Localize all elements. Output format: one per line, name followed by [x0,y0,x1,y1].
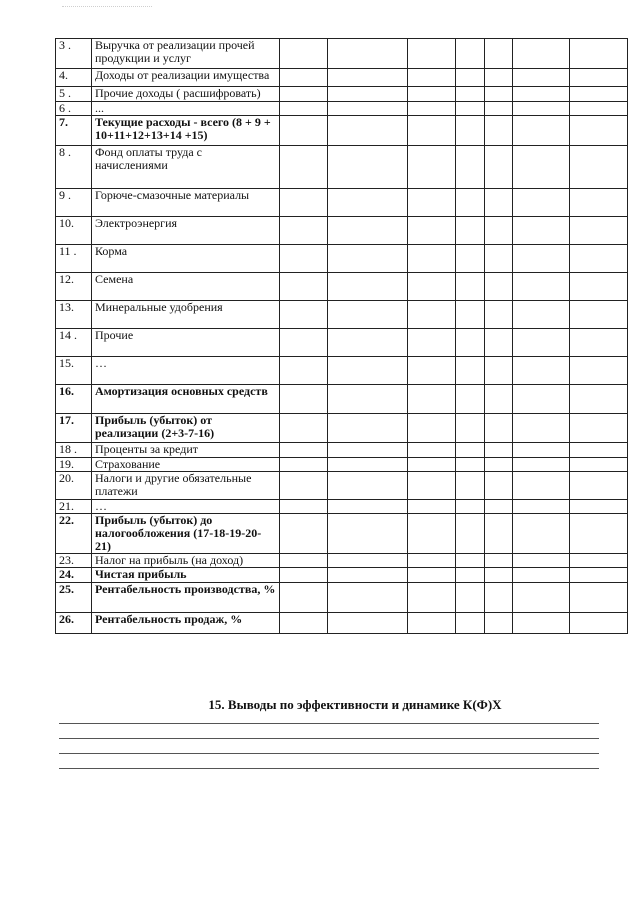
conclusion-line-1 [59,723,599,724]
value-cell[interactable] [485,568,513,583]
value-cell[interactable] [485,613,513,634]
value-cell[interactable] [456,189,485,217]
value-cell[interactable] [280,273,328,301]
value-cell[interactable] [456,613,485,634]
conclusion-line-3 [59,753,599,754]
value-cell[interactable] [456,443,485,458]
table-row [56,39,628,69]
value-cell[interactable] [513,554,570,568]
value-cell[interactable] [513,39,570,69]
value-cell[interactable] [328,87,408,102]
row-label: Рентабельность продаж, % [92,613,280,634]
value-cell[interactable] [485,583,513,613]
row-number: 18 . [56,443,92,458]
value-cell[interactable] [328,102,408,116]
value-cell[interactable] [328,116,408,146]
table-row [56,69,628,87]
value-cell[interactable] [408,414,456,443]
row-label: Страхование [92,458,280,472]
row-number: 21. [56,500,92,514]
value-cell[interactable] [570,357,628,385]
table-row [56,245,628,273]
table-row [56,472,628,500]
row-label: Текущие расходы - всего (8 + 9 + 10+11+12+13+14 +15) [92,116,280,146]
row-number: 9 . [56,189,92,217]
row-label: Доходы от реализации имущества [92,69,280,87]
value-cell[interactable] [408,87,456,102]
row-label: Семена [92,273,280,301]
value-cell[interactable] [280,443,328,458]
value-cell[interactable] [280,301,328,329]
value-cell[interactable] [280,146,328,189]
value-cell[interactable] [328,500,408,514]
value-cell[interactable] [408,39,456,69]
value-cell[interactable] [485,189,513,217]
value-cell[interactable] [513,443,570,458]
value-cell[interactable] [513,385,570,414]
row-number: 12. [56,273,92,301]
value-cell[interactable] [328,414,408,443]
row-number: 13. [56,301,92,329]
table-row [56,443,628,458]
value-cell[interactable] [328,472,408,500]
value-cell[interactable] [513,102,570,116]
table-row [56,385,628,414]
conclusion-line-4 [59,768,599,769]
value-cell[interactable] [513,116,570,146]
value-cell[interactable] [408,217,456,245]
row-label: Горюче-смазочные материалы [92,189,280,217]
value-cell[interactable] [328,301,408,329]
value-cell[interactable] [456,385,485,414]
value-cell[interactable] [328,329,408,357]
value-cell[interactable] [570,472,628,500]
table-row [56,116,628,146]
value-cell[interactable] [570,69,628,87]
table-row [56,102,628,116]
value-cell[interactable] [570,443,628,458]
value-cell[interactable] [280,472,328,500]
value-cell[interactable] [408,116,456,146]
value-cell[interactable] [328,273,408,301]
value-cell[interactable] [408,69,456,87]
value-cell[interactable] [485,329,513,357]
value-cell[interactable] [456,329,485,357]
table-row [56,554,628,568]
value-cell[interactable] [408,613,456,634]
value-cell[interactable] [513,613,570,634]
value-cell[interactable] [485,245,513,273]
value-cell[interactable] [570,189,628,217]
value-cell[interactable] [408,301,456,329]
value-cell[interactable] [456,472,485,500]
value-cell[interactable] [485,443,513,458]
row-number: 5 . [56,87,92,102]
value-cell[interactable] [513,414,570,443]
value-cell[interactable] [513,357,570,385]
value-cell[interactable] [280,189,328,217]
value-cell[interactable] [456,554,485,568]
value-cell[interactable] [485,414,513,443]
value-cell[interactable] [485,500,513,514]
value-cell[interactable] [328,357,408,385]
value-cell[interactable] [456,500,485,514]
value-cell[interactable] [280,357,328,385]
value-cell[interactable] [280,583,328,613]
value-cell[interactable] [456,273,485,301]
value-cell[interactable] [408,245,456,273]
row-label: Прибыль (убыток) до налогообложения (17-18-19-20-21) [92,514,280,554]
value-cell[interactable] [280,329,328,357]
value-cell[interactable] [328,39,408,69]
table-row [56,301,628,329]
value-cell[interactable] [280,554,328,568]
value-cell[interactable] [328,146,408,189]
value-cell[interactable] [280,500,328,514]
table-body [56,39,628,634]
row-number: 20. [56,472,92,500]
conclusion-title: 15. Выводы по эффективности и динамике К(Ф)Х [208,697,502,712]
value-cell[interactable] [513,583,570,613]
value-cell[interactable] [280,613,328,634]
row-label: … [92,500,280,514]
row-number: 19. [56,458,92,472]
value-cell[interactable] [280,102,328,116]
financial-results-table [55,38,628,634]
row-label: … [92,357,280,385]
row-label: Прочие доходы ( расшифровать) [92,87,280,102]
table-row [56,458,628,472]
row-label: Чистая прибыль [92,568,280,583]
value-cell[interactable] [570,116,628,146]
value-cell[interactable] [485,217,513,245]
value-cell[interactable] [485,146,513,189]
table-row [56,514,628,554]
value-cell[interactable] [456,583,485,613]
value-cell[interactable] [570,39,628,69]
page-header-mark [62,0,152,7]
value-cell[interactable] [456,217,485,245]
table-row [56,613,628,634]
table-row [56,500,628,514]
value-cell[interactable] [328,385,408,414]
value-cell[interactable] [328,69,408,87]
value-cell[interactable] [485,554,513,568]
table-row [56,357,628,385]
value-cell[interactable] [570,500,628,514]
row-label: Амортизация основных средств [92,385,280,414]
row-label: Проценты за кредит [92,443,280,458]
value-cell[interactable] [456,458,485,472]
value-cell[interactable] [570,613,628,634]
value-cell[interactable] [456,146,485,189]
value-cell[interactable] [280,245,328,273]
value-cell[interactable] [513,146,570,189]
value-cell[interactable] [408,554,456,568]
value-cell[interactable] [513,568,570,583]
value-cell[interactable] [570,458,628,472]
value-cell[interactable] [456,568,485,583]
value-cell[interactable] [408,329,456,357]
value-cell[interactable] [456,245,485,273]
value-cell[interactable] [513,472,570,500]
value-cell[interactable] [408,472,456,500]
row-number: 22. [56,514,92,554]
row-label: ... [92,102,280,116]
value-cell[interactable] [513,273,570,301]
conclusion-line-2 [59,738,599,739]
value-cell[interactable] [485,514,513,554]
table-row [56,217,628,245]
value-cell[interactable] [485,39,513,69]
row-number: 24. [56,568,92,583]
row-label: Прибыль (убыток) от реализации (2+3-7-16) [92,414,280,443]
value-cell[interactable] [570,146,628,189]
value-cell[interactable] [456,87,485,102]
value-cell[interactable] [328,583,408,613]
value-cell[interactable] [408,568,456,583]
value-cell[interactable] [456,357,485,385]
value-cell[interactable] [570,217,628,245]
value-cell[interactable] [408,273,456,301]
row-number: 25. [56,583,92,613]
value-cell[interactable] [513,87,570,102]
value-cell[interactable] [408,357,456,385]
value-cell[interactable] [456,69,485,87]
value-cell[interactable] [485,116,513,146]
value-cell[interactable] [328,443,408,458]
table-row [56,583,628,613]
row-number: 23. [56,554,92,568]
value-cell[interactable] [280,217,328,245]
row-label: Корма [92,245,280,273]
value-cell[interactable] [513,217,570,245]
value-cell[interactable] [485,87,513,102]
value-cell[interactable] [328,554,408,568]
value-cell[interactable] [513,301,570,329]
table-row [56,273,628,301]
row-label: Электроэнергия [92,217,280,245]
value-cell[interactable] [570,385,628,414]
value-cell[interactable] [408,500,456,514]
value-cell[interactable] [570,301,628,329]
value-cell[interactable] [456,514,485,554]
row-number: 17. [56,414,92,443]
table-row [56,568,628,583]
value-cell[interactable] [408,514,456,554]
row-number: 11 . [56,245,92,273]
value-cell[interactable] [570,329,628,357]
value-cell[interactable] [408,458,456,472]
value-cell[interactable] [408,583,456,613]
row-number: 7. [56,116,92,146]
value-cell[interactable] [456,39,485,69]
value-cell[interactable] [328,217,408,245]
row-label: Налог на прибыль (на доход) [92,554,280,568]
value-cell[interactable] [408,385,456,414]
value-cell[interactable] [280,87,328,102]
row-label: Налоги и другие обязательные платежи [92,472,280,500]
value-cell[interactable] [280,116,328,146]
row-number: 15. [56,357,92,385]
value-cell[interactable] [280,385,328,414]
row-label: Прочие [92,329,280,357]
value-cell[interactable] [570,554,628,568]
value-cell[interactable] [456,102,485,116]
value-cell[interactable] [513,458,570,472]
value-cell[interactable] [513,329,570,357]
table-row [56,87,628,102]
value-cell[interactable] [328,568,408,583]
table-row [56,189,628,217]
value-cell[interactable] [570,273,628,301]
value-cell[interactable] [513,500,570,514]
row-label: Фонд оплаты труда с начислениями [92,146,280,189]
row-number: 26. [56,613,92,634]
value-cell[interactable] [570,87,628,102]
row-label: Минеральные удобрения [92,301,280,329]
value-cell[interactable] [485,385,513,414]
value-cell[interactable] [456,301,485,329]
value-cell[interactable] [280,69,328,87]
value-cell[interactable] [513,245,570,273]
value-cell[interactable] [328,514,408,554]
value-cell[interactable] [456,414,485,443]
value-cell[interactable] [408,146,456,189]
row-number: 10. [56,217,92,245]
value-cell[interactable] [456,116,485,146]
value-cell[interactable] [485,458,513,472]
value-cell[interactable] [485,69,513,87]
value-cell[interactable] [328,245,408,273]
value-cell[interactable] [485,301,513,329]
row-number: 4. [56,69,92,87]
row-number: 6 . [56,102,92,116]
row-label: Рентабельность производства, % [92,583,280,613]
value-cell[interactable] [513,189,570,217]
row-number: 16. [56,385,92,414]
value-cell[interactable] [570,414,628,443]
value-cell[interactable] [280,458,328,472]
value-cell[interactable] [485,102,513,116]
table-row [56,414,628,443]
value-cell[interactable] [485,273,513,301]
value-cell[interactable] [280,414,328,443]
value-cell[interactable] [570,514,628,554]
value-cell[interactable] [513,514,570,554]
value-cell[interactable] [408,443,456,458]
value-cell[interactable] [513,69,570,87]
table-row [56,146,628,189]
value-cell[interactable] [570,102,628,116]
row-number: 8 . [56,146,92,189]
value-cell[interactable] [280,39,328,69]
value-cell[interactable] [408,189,456,217]
row-number: 3 . [56,39,92,69]
row-label: Выручка от реализации прочей продукции и услуг [92,39,280,69]
value-cell[interactable] [570,583,628,613]
value-cell[interactable] [408,102,456,116]
value-cell[interactable] [328,613,408,634]
value-cell[interactable] [570,245,628,273]
table-row [56,329,628,357]
value-cell[interactable] [485,357,513,385]
value-cell[interactable] [328,189,408,217]
value-cell[interactable] [280,568,328,583]
value-cell[interactable] [328,458,408,472]
value-cell[interactable] [485,472,513,500]
value-cell[interactable] [280,514,328,554]
value-cell[interactable] [570,568,628,583]
row-number: 14 . [56,329,92,357]
